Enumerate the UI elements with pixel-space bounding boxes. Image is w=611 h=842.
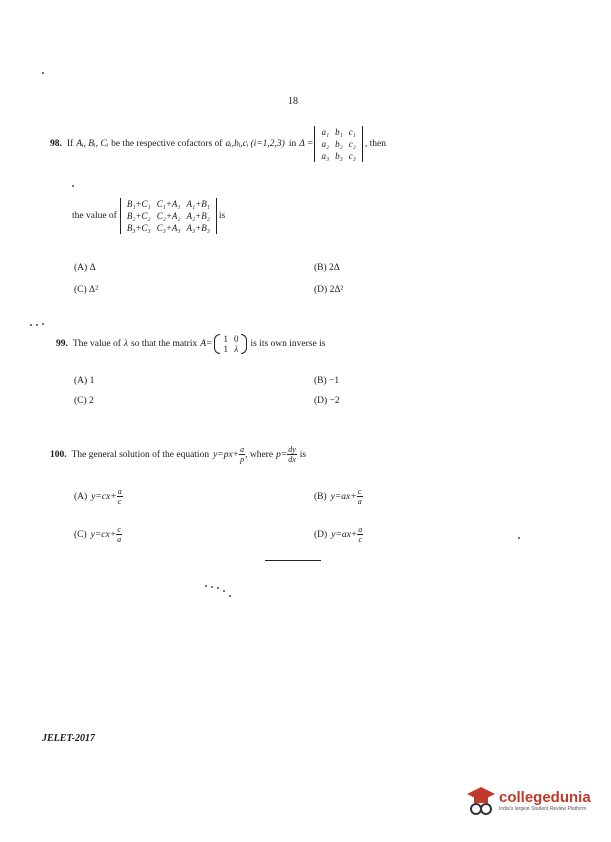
scan-speck (223, 590, 225, 592)
option-b: (B) −1 (314, 376, 340, 386)
scan-speck (72, 185, 74, 187)
cofactor-list: Aᵢ, Bᵢ, Cᵢ (76, 139, 109, 149)
footer-exam-code: JELET-2017 (42, 733, 95, 744)
question-98-part2 (72, 198, 225, 234)
collegedunia-logo[interactable] (466, 785, 591, 817)
option-c (74, 525, 122, 544)
det-cell: a₁ (321, 127, 330, 137)
stem-text: in (288, 139, 297, 149)
denominator: a (357, 497, 362, 506)
numerator: c (357, 487, 362, 496)
stem-text: , then (364, 139, 386, 149)
option-b: (B) 2Δ (314, 263, 340, 273)
option-expression: y=ax+ (330, 491, 357, 502)
stem-text: is (218, 211, 226, 221)
scan-speck (42, 323, 44, 325)
option-label: (C) (74, 529, 87, 540)
numerator: a (240, 445, 245, 454)
option-expression: y=cx+ (91, 491, 117, 502)
det-cell: c₁ (348, 127, 356, 137)
numerator: dy (288, 445, 296, 454)
scan-speck (217, 587, 219, 589)
end-rule (265, 560, 321, 561)
scan-speck (42, 72, 44, 74)
option-a: (A) Δ (74, 263, 96, 273)
det-cell: B₂+C₂ (126, 211, 151, 221)
numerator: c (117, 525, 121, 534)
denominator: c (358, 535, 362, 544)
option-expression: y=cx+ (90, 529, 117, 540)
det-cell: B₁+C₁ (126, 199, 151, 209)
det-cell: a₂ (321, 139, 330, 149)
scan-speck (229, 595, 231, 597)
index-condition: (i=1,2,3) (250, 139, 285, 149)
stem-text: so that the matrix (131, 339, 198, 349)
stem-text: , where (245, 449, 274, 460)
stem-text: The general solution of the equation (71, 449, 210, 460)
stem-text: the value of (72, 211, 117, 221)
derivative (287, 445, 297, 464)
det-cell: b₂ (335, 139, 343, 149)
lambda-symbol: λ (123, 339, 129, 349)
option-a: (A) 1 (74, 376, 95, 386)
question-100 (50, 445, 306, 464)
det-cell: a₃ (321, 151, 330, 161)
logo-tagline: India's largest Student Review Platform (499, 805, 587, 812)
det-cell: A₃+B₃ (186, 223, 210, 233)
option-c: (C) Δ² (74, 285, 98, 295)
det-cell: c₃ (348, 151, 356, 161)
numerator: a (358, 525, 363, 534)
p-definition: p= (276, 449, 288, 460)
det-cell: B₃+C₃ (126, 223, 151, 233)
determinant-delta (314, 126, 362, 162)
option-d: (D) −2 (314, 396, 340, 406)
scan-speck (211, 586, 213, 588)
matrix-cell: 0 (233, 334, 239, 344)
stem-text: is (299, 449, 307, 460)
page-number: 18 (288, 96, 298, 107)
option-d: (D) 2Δ² (314, 285, 344, 295)
question-98 (50, 126, 386, 162)
option-label: (D) (314, 529, 328, 540)
det-cell: c₂ (348, 139, 356, 149)
matrix-cell: λ (234, 344, 239, 354)
det-cell: A₁+B₁ (186, 199, 210, 209)
denominator: dx (288, 455, 296, 464)
matrix-cell: 1 (223, 344, 228, 354)
option-d (314, 525, 363, 544)
scan-speck (518, 537, 520, 539)
option-expression: y=ax+ (331, 529, 358, 540)
stem-text: If (66, 139, 74, 149)
delta-equals: Δ = (299, 139, 314, 149)
matrix-label: A= (200, 339, 213, 349)
det-cell: A₂+B₂ (186, 211, 210, 221)
matrix-cell: 1 (223, 334, 228, 344)
question-number: 98. (50, 139, 62, 149)
option-c: (C) 2 (74, 396, 94, 406)
fraction (357, 525, 363, 544)
element-list: aᵢ,bᵢ,cᵢ (225, 139, 249, 149)
equation: y=px+ (213, 449, 240, 460)
stem-text: be the respective cofactors of (111, 139, 223, 149)
scan-speck (205, 585, 207, 587)
matrix-a (214, 334, 247, 354)
det-cell: C₁+A₁ (156, 199, 181, 209)
stem-text: is its own inverse is (250, 339, 326, 349)
denominator: p (240, 455, 245, 464)
det-cell: b₁ (335, 127, 343, 137)
fraction (116, 525, 122, 544)
fraction (117, 487, 123, 506)
fraction (357, 487, 363, 506)
determinant-cofactors (120, 198, 217, 234)
option-a (74, 487, 123, 506)
scan-speck (36, 324, 38, 326)
logo-wordmark: collegedunia (499, 788, 591, 806)
option-b (314, 487, 363, 506)
stem-text: The value of (72, 339, 121, 349)
det-cell: C₃+A₃ (156, 223, 181, 233)
option-label: (B) (314, 491, 327, 502)
scan-speck (30, 324, 32, 326)
det-cell: C₂+A₂ (156, 211, 181, 221)
det-cell: b₃ (335, 151, 343, 161)
option-label: (A) (74, 491, 88, 502)
numerator: a (117, 487, 122, 496)
denominator: a (117, 535, 122, 544)
question-number: 100. (50, 449, 67, 460)
question-99 (56, 334, 325, 354)
question-number: 99. (56, 339, 68, 349)
denominator: c (117, 497, 122, 506)
graduation-cap-icon (466, 785, 496, 817)
